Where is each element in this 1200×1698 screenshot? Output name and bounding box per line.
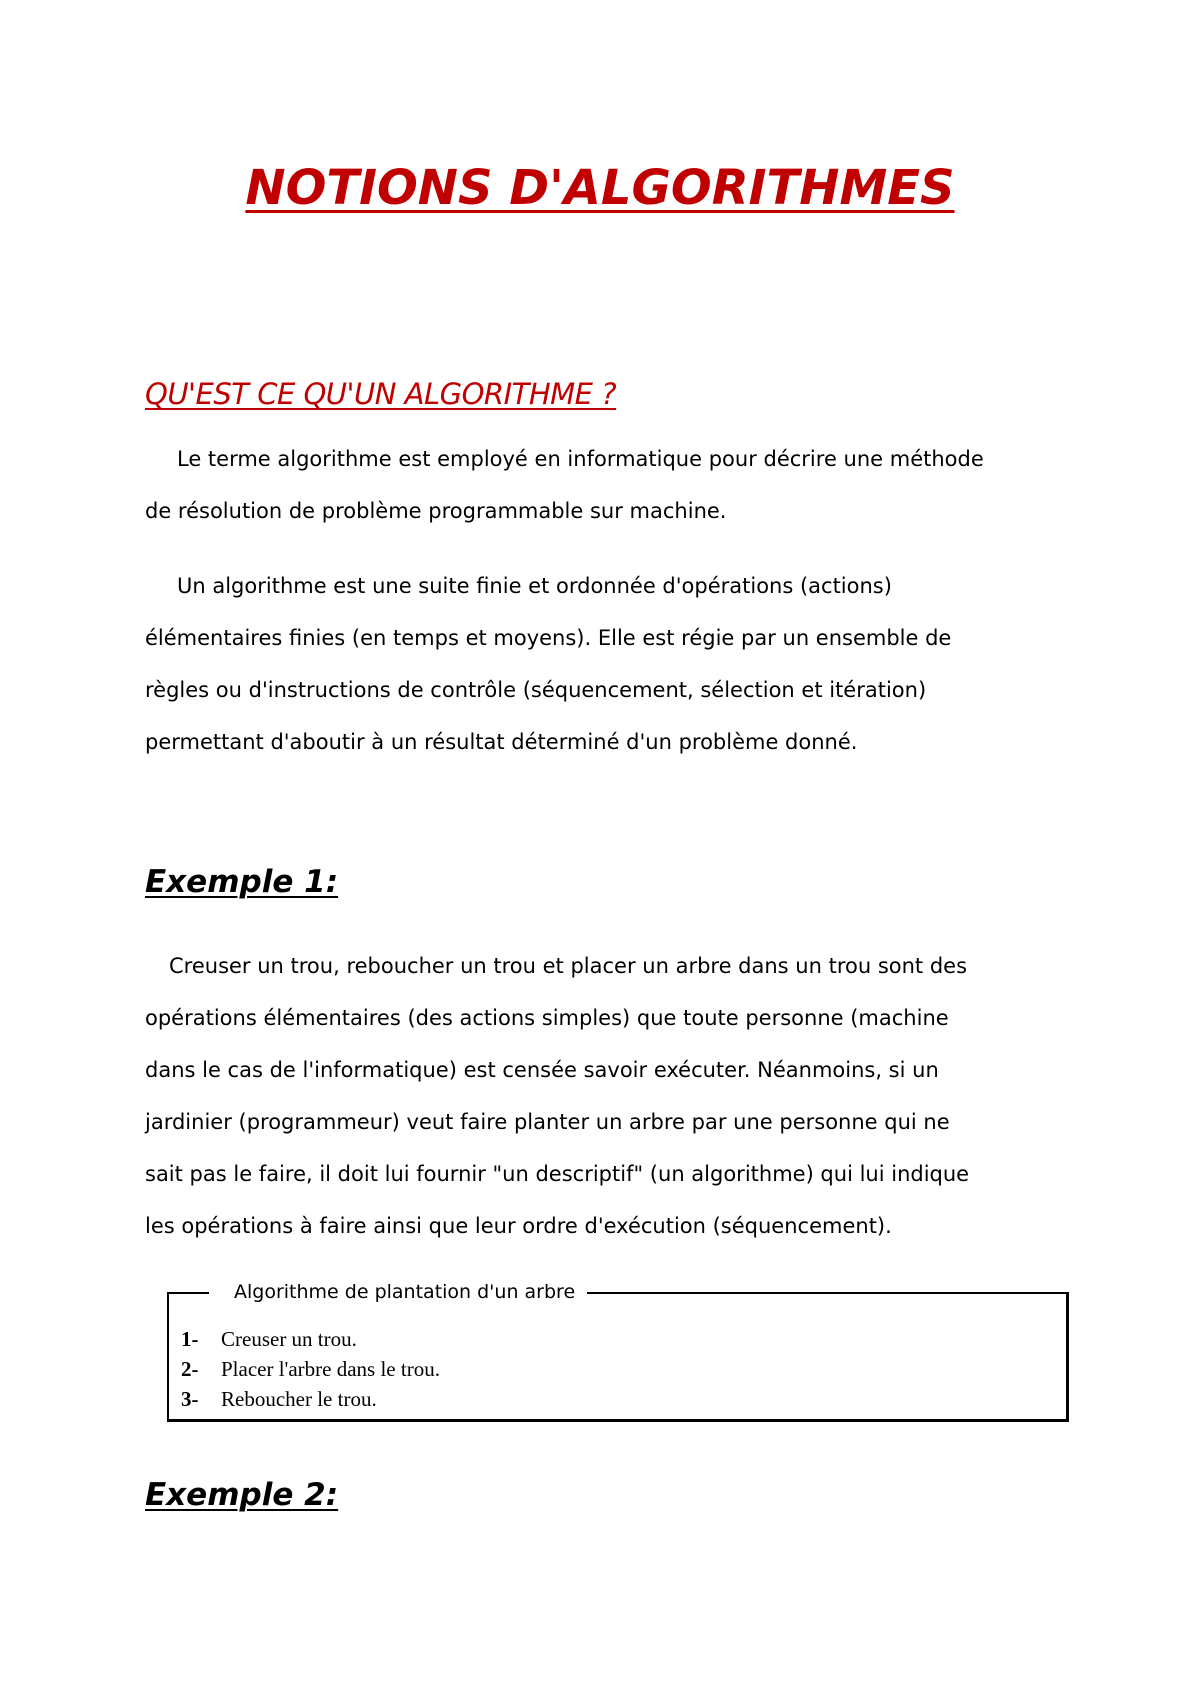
algorithm-steps [181, 1324, 440, 1414]
paragraph-line: règles ou d'instructions de contrôle (séquencement, sélection et itération) [145, 678, 927, 702]
paragraph-line: les opérations à faire ainsi que leur ordre d'exécution (séquencement). [145, 1214, 892, 1238]
definition-paragraph-1 [145, 433, 1065, 537]
paragraph-line: opérations élémentaires (des actions simples) que toute personne (machine [145, 1006, 949, 1030]
step-number: 2- [181, 1357, 199, 1381]
paragraph-line: permettant d'aboutir à un résultat déterminé d'un problème donné. [145, 730, 858, 754]
algorithm-step [181, 1354, 440, 1384]
document-title: NOTIONS D'ALGORITHMES [245, 160, 955, 216]
example-1-paragraph [145, 940, 1065, 1252]
section-heading: QU'EST CE QU'UN ALGORITHME ? [145, 377, 617, 411]
algorithm-box-title: Algorithme de plantation d'un arbre [209, 1279, 587, 1305]
paragraph-line: dans le cas de l'informatique) est censée savoir exécuter. Néanmoins, si un [145, 1058, 939, 1082]
step-text: Placer l'arbre dans le trou. [221, 1357, 440, 1381]
paragraph-line: Creuser un trou, reboucher un trou et placer un arbre dans un trou sont des [169, 954, 968, 978]
paragraph-line: de résolution de problème programmable sur machine. [145, 499, 727, 523]
step-text: Reboucher le trou. [221, 1387, 377, 1411]
paragraph-line: Le terme algorithme est employé en informatique pour décrire une méthode [177, 447, 984, 471]
paragraph-line: sait pas le faire, il doit lui fournir "un descriptif" (un algorithme) qui lui indique [145, 1162, 970, 1186]
example-1-heading: Exemple 1: [145, 864, 339, 900]
algorithm-step [181, 1324, 440, 1354]
step-text: Creuser un trou. [221, 1327, 357, 1351]
algorithm-step [181, 1384, 440, 1414]
step-number: 3- [181, 1387, 199, 1411]
definition-paragraph-2 [145, 560, 1065, 768]
paragraph-line: élémentaires finies (en temps et moyens). Elle est régie par un ensemble de [145, 626, 952, 650]
example-2-heading: Exemple 2: [145, 1477, 339, 1513]
paragraph-line: jardinier (programmeur) veut faire planter un arbre par une personne qui ne [145, 1110, 950, 1134]
step-number: 1- [181, 1327, 199, 1351]
paragraph-line: Un algorithme est une suite finie et ordonnée d'opérations (actions) [177, 574, 892, 598]
algorithm-box [167, 1281, 1069, 1422]
